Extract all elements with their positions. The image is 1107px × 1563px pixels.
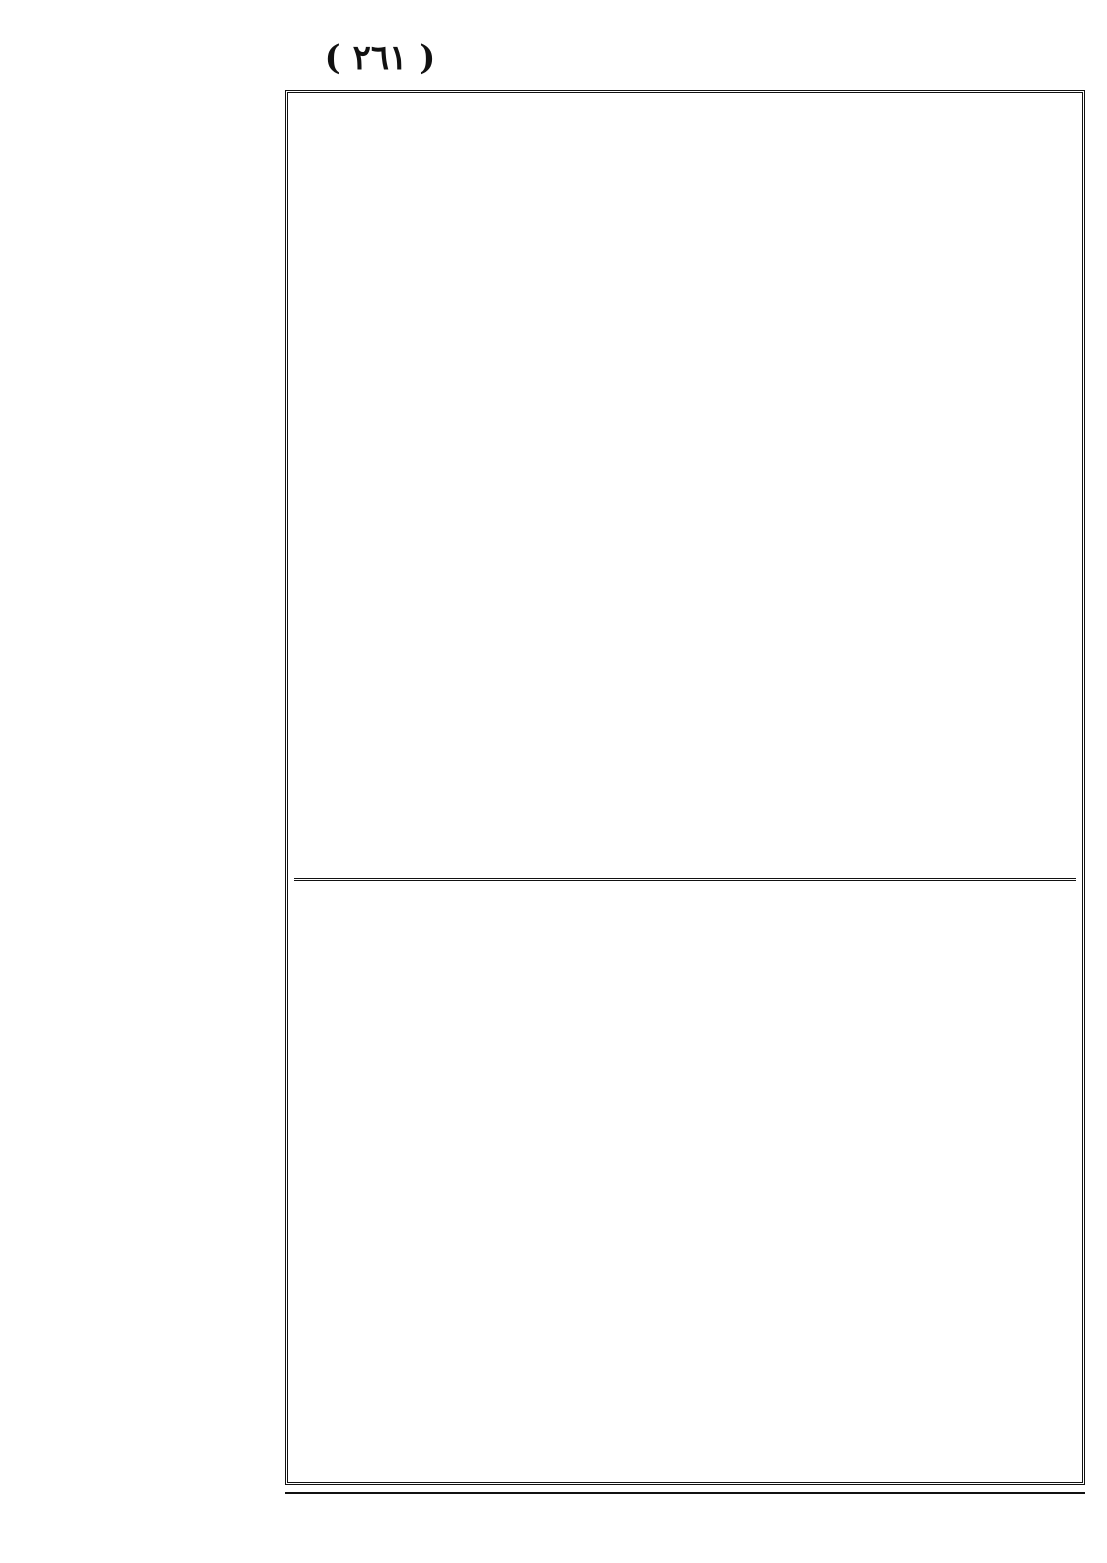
upper-commentary (298, 101, 1072, 871)
bottom-rule (285, 1492, 1085, 1494)
page-number: ( ٢٦١ ) (324, 38, 436, 78)
margin-notes (12, 150, 274, 850)
lower-commentary (298, 893, 1072, 1473)
main-text-frame (285, 90, 1085, 1485)
section-divider (294, 878, 1076, 881)
